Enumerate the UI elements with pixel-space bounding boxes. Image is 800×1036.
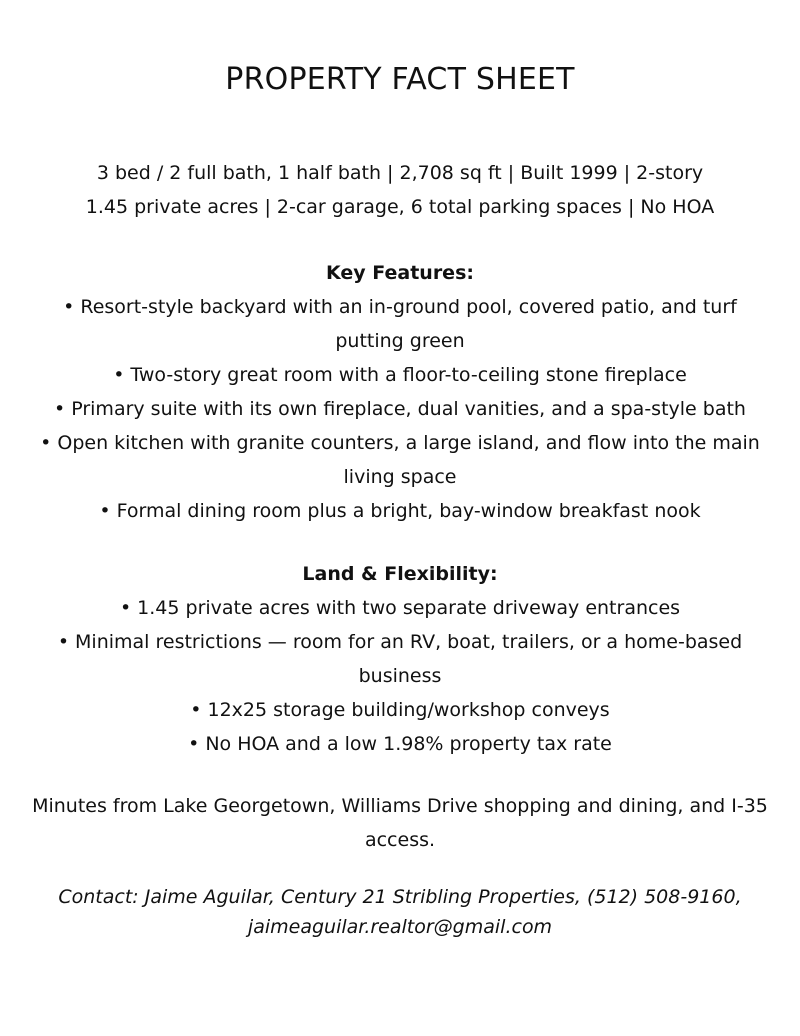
contact-info	[30, 882, 770, 942]
bullet-icon: •	[188, 733, 200, 755]
location-note: Minutes from Lake Georgetown, Williams Drive shopping and dining, and I-35 access.	[32, 795, 768, 851]
key-feature-item	[30, 426, 770, 494]
bullet-icon: •	[119, 597, 132, 619]
land-flexibility-heading: Land & Flexibility:	[302, 563, 498, 585]
land-item-text: 12x25 storage building/workshop conveys	[207, 699, 610, 721]
land-item	[30, 727, 770, 761]
page-title: PROPERTY FACT SHEET	[225, 62, 575, 97]
bullet-icon: •	[57, 631, 70, 653]
key-features-section	[30, 256, 770, 528]
land-item-text: Minimal restrictions — room for an RV, boat, trailers, or a home-based business	[75, 631, 743, 687]
land-item-text: No HOA and a low 1.98% property tax rate	[205, 733, 612, 755]
key-feature-item	[30, 358, 770, 392]
contact-email: jaimeaguilar.realtor@gmail.com	[247, 916, 553, 938]
summary-line-2: 1.45 private acres | 2-car garage, 6 total parking spaces | No HOA	[85, 196, 715, 218]
key-feature-item	[30, 494, 770, 528]
bullet-icon: •	[190, 699, 202, 721]
bullet-icon: •	[113, 364, 125, 386]
land-flexibility-section	[30, 557, 770, 761]
bullet-icon: •	[63, 296, 75, 318]
land-item	[30, 591, 770, 625]
key-feature-text: Resort-style backyard with an in-ground pool, covered patio, and turf putting green	[80, 296, 737, 352]
key-feature-item	[30, 290, 770, 358]
summary-line-1: 3 bed / 2 full bath, 1 half bath | 2,708 sq ft | Built 1999 | 2-story	[96, 162, 704, 184]
contact-line: Contact: Jaime Aguilar, Century 21 Stribling Properties, (512) 508-9160,	[58, 886, 742, 908]
property-summary	[30, 156, 770, 224]
key-feature-text: Formal dining room plus a bright, bay-window breakfast nook	[116, 500, 701, 522]
key-features-heading: Key Features:	[326, 262, 474, 284]
key-feature-item	[30, 392, 770, 426]
bullet-icon: •	[99, 500, 111, 522]
land-item	[30, 693, 770, 727]
key-feature-text: Primary suite with its own fireplace, dual vanities, and a spa-style bath	[71, 398, 746, 420]
bullet-icon: •	[54, 398, 66, 420]
key-feature-text: Open kitchen with granite counters, a large island, and flow into the main living space	[57, 432, 760, 488]
land-item-text: 1.45 private acres with two separate driveway entrances	[137, 597, 681, 619]
land-flexibility-list	[30, 591, 770, 761]
bullet-icon: •	[40, 432, 52, 454]
key-features-list	[30, 290, 770, 528]
land-item	[30, 625, 770, 693]
key-feature-text: Two-story great room with a floor-to-ceiling stone fireplace	[130, 364, 687, 386]
